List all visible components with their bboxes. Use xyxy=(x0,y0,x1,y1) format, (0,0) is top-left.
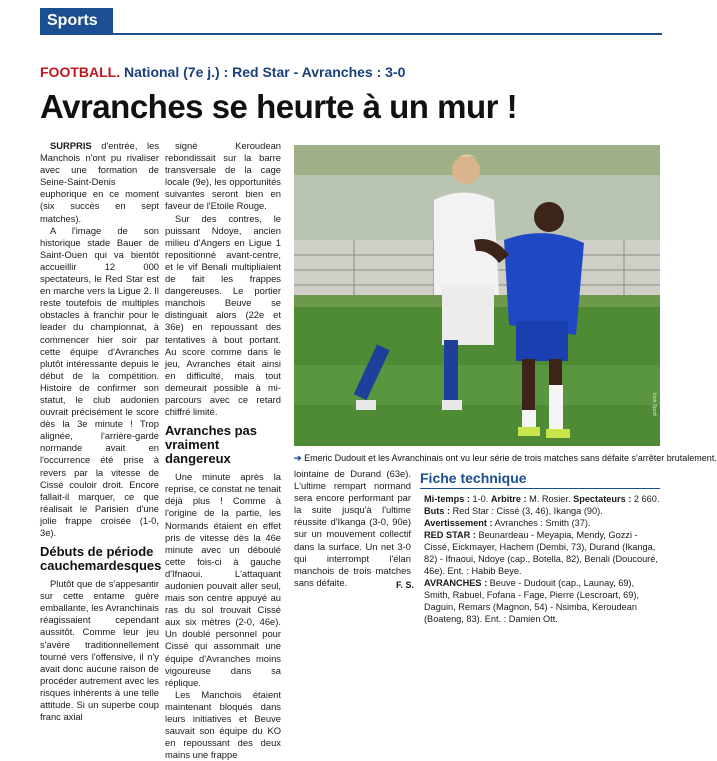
photo-credit: Icon Sport xyxy=(651,393,657,416)
headline: Avranches se heurte à un mur ! xyxy=(40,88,518,125)
photo-caption xyxy=(294,452,717,464)
arrow-icon: ➔ xyxy=(294,453,302,463)
kicker xyxy=(40,64,405,80)
lead-word: SURPRIS xyxy=(50,140,92,151)
match-photo xyxy=(294,145,660,446)
paragraph: Les Manchois étaient maintenant bloqués dans leurs initiatives et Beuve sauvait son équipe du KO en repoussant des deux mains une frappe xyxy=(165,688,281,761)
article-column-1 xyxy=(40,140,162,723)
article-column-3 xyxy=(294,468,411,589)
kicker-match: National (7e j.) : Red Star - Avranches : 3-0 xyxy=(124,64,406,80)
fiche-rule xyxy=(420,488,660,489)
paragraph: SURPRIS d'entrée, les Manchois n'ont pu rivaliser avec une formation de Seine-Saint-Denis euphorique en ce moment (six succès en sept matches). xyxy=(40,140,160,224)
fiche-line: AVRANCHES : Beuve - Dudouit (cap., Launay, 69), Smith, Rabuel, Fofana - Fage, Pierre (Lescroart, 69), Daguin, Remars (Magnon, 54) - Nsimba, Keroudean (Boateng, 83). Ent. : Damien Ott. xyxy=(424,578,639,624)
section-rule xyxy=(40,33,662,35)
caption-text: Emeric Dudouit et les Avranchinais ont vu leur série de trois matches sans défaite s'arrêter brutalement. xyxy=(304,453,717,463)
paragraph: lointaine de Durand (63e). L'ultime rempart normand sera encore performant par la suite jusqu'à l'ultime réussite d'Ikanga (3-0, 90e) sur un mouvement collectif dans la surface. Un net 3-0 qui interrompt l'élan manchois de trois matches sans défaite. xyxy=(294,468,411,588)
paragraph: A l'image de son historique stade Bauer de Saint-Ouen qui va bientôt accueillir 12 000 spectateurs, le Red Star est en marche vers la Ligue 2. Il reste toutefois de multiples obstacles à franchir pour le leader du championnat, à commencer hier soir par cette équipe d'Avranches plutôt intéressante depuis le début de la compétition. Histoire de confirmer son statut, le club audonien ouvrait précisément le score dès la 3e minute ! Trop alignée, l'arrière-garde normande avait en l'occurrence été prise à revers par la vitesse de Cissé couloir droit. Encore fallait-il marquer, ce que réalisait le Parisien d'une jolie frappe croisée (1-0, 3e). xyxy=(40,224,159,538)
author-initials: F. S. xyxy=(396,580,415,590)
fiche-technique xyxy=(424,493,660,625)
photo-illustration xyxy=(294,145,660,446)
paragraph: Sur des contres, le puissant Ndoye, ancien milieu d'Angers en Ligue 1 repositionné avant-centre, et le vif Benali multipliaient de fait les frappes dangereuses. Le portier manchois Beuve se distinguait alors (22e et 36e) en repoussant des tentatives à bout portant. Au score comme dans le jeu, Avranches était ainsi en difficulté, mais tout demeurait possible à mi-parcours avec ce retard chiffré limité. xyxy=(165,212,281,418)
fiche-line: Buts : Red Star : Cissé (3, 46), Ikanga (90). xyxy=(424,506,603,516)
article-column-2 xyxy=(165,140,281,761)
kicker-sport: FOOTBALL. xyxy=(40,64,121,80)
paragraph: Une minute après la reprise, ce constat ne tenait déjà plus ! Comme à l'origine de la partie, les Normands étaient en effet pris de vitesse dès la 46e minute avec un déboulé cette fois-ci à gauche d'Ifnaoui. L'attaquant audonien pouvait aller seul, mais son centre appuyé au ras du sol trouvait Cissé aux six mètres (2-0, 46e). Un doublé personnel pour Cissé qui assommait une équipe d'Avranches moins vigoureuse dans sa réplique. xyxy=(165,471,281,688)
subhead: Avranches pas vraiment dangereux xyxy=(165,423,258,467)
paragraph: signé Keroudean rebondissait sur la barre transversale de la cage locale (9e), les opportunités suivantes seront bien en faveur de l'Etoile Rouge. xyxy=(165,140,281,212)
fiche-title: Fiche technique xyxy=(420,470,527,486)
fiche-line: Avertissement : Avranches : Smith (37). xyxy=(424,518,591,528)
section-tag: Sports xyxy=(40,8,113,33)
subhead: Débuts de période cauchemardesques xyxy=(40,544,162,574)
paragraph: Plutôt que de s'appesantir sur cette entame guère emballante, les Avranchinais réagissaient cependant aussitôt. Comme leur jeu s'avère traditionnellement tourné vers l'offensive, il n'y avait donc aucune raison de procéder autrement avec les risques inhérents à une telle attitude. Si un superbe coup franc axial xyxy=(40,578,159,723)
fiche-line: Mi-temps : 1-0. Arbitre : M. Rosier. Spectateurs : 2 660. xyxy=(424,494,660,504)
fiche-line: RED STAR : Beunardeau - Meyapia, Mendy, Gozzi - Cissé, Eickmayer, Hachem (Dembi, 73), Durand (Ikanga, 82) - Ifnaoui, Ndoye (cap., Botella, 82), Benali (Doucouré, 46e). Ent. : Habib Beye. xyxy=(424,530,658,576)
